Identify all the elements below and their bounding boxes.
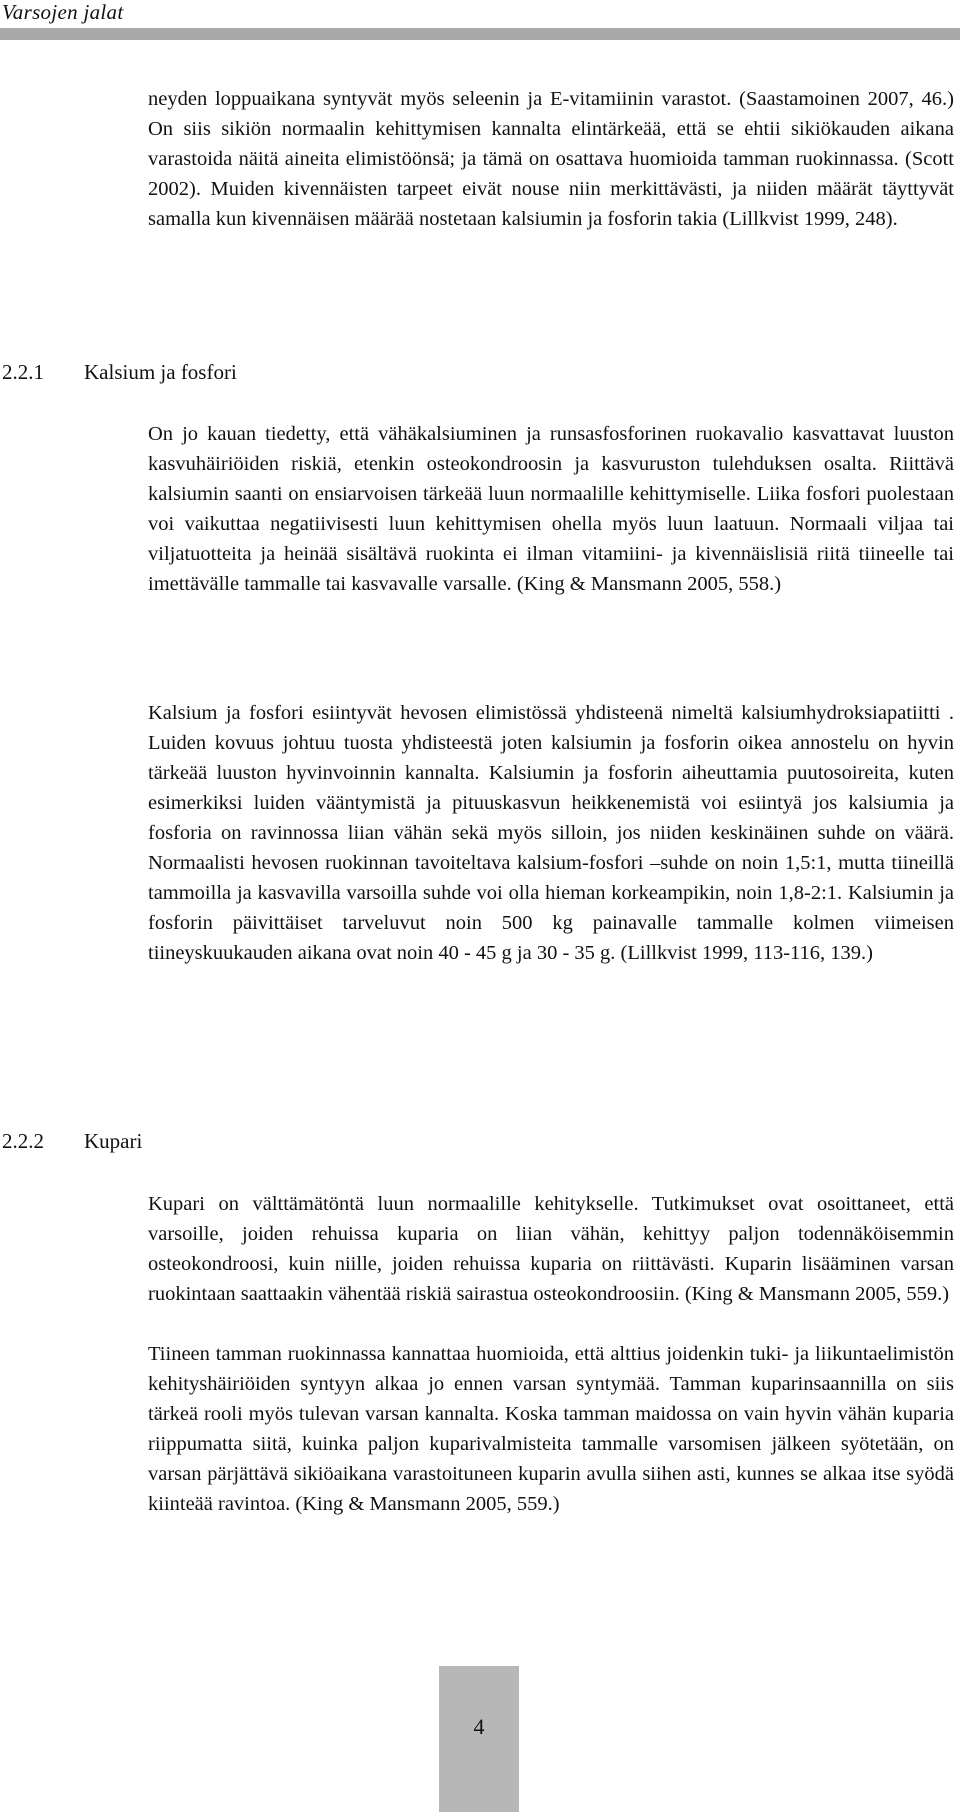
running-header-title: Varsojen jalat: [2, 0, 124, 24]
page-number: 4: [473, 1714, 485, 1739]
paragraph-5: Tiineen tamman ruokinnassa kannattaa huomioida, että alttius joidenkin tuki- ja liikuntaelimistön kehityshäiriöiden syntyyn alkaa jo ennen varsan syntymää. Tamman kuparinsaannilla on siis tärkeä rooli myös tulevan varsan kannalta. Koska tamman maidossa on vain hyvin vähän kuparia riippumatta siitä, kuinka paljon kuparivalmisteita tammalle varsomisen jälkeen syötetään, on varsan pärjättävä sikiöaikana varastoituneen kuparin avulla siihen asti, kunnes se alkaa itse syödä kiinteää ravintoa. (King & Mansmann 2005, 559.): [148, 1343, 954, 1515]
section-number: 2.2.1: [2, 360, 44, 384]
section-heading-kupari: [2, 1129, 142, 1154]
paragraph-1: neyden loppuaikana syntyvät myös seleenin ja E-vitamiinin varastot. (Saastamoinen 2007, 46.) On siis sikiön normaalin kehittymisen kannalta elintärkeää, että se ehtii sikiökauden aikana varastoida näitä aineita elimistöönsä; ja tämä on osattava huomioida tamman ruokinnassa. (Scott 2002). Muiden kivennäisten tarpeet eivät nouse niin merkittävästi, ja niiden määrät täyttyvät samalla kun kivennäisen määrää nostetaan kalsiumin ja fosforin takia (Lillkvist 1999, 248).: [148, 88, 954, 230]
paragraph-4: Kupari on välttämätöntä luun normaalille kehitykselle. Tutkimukset ovat osoittaneet, että varsoille, joiden rehuissa kuparia on liian vähän, kehittyy paljon todennäköisemmin osteokondroosi, kuin niille, joiden rehuissa kuparia on riittävästi. Kuparin lisääminen varsan ruokintaan saattaakin vähentää riskiä sairastua osteokondroosiin. (King & Mansmann 2005, 559.): [148, 1193, 954, 1305]
paragraph-2: On jo kauan tiedetty, että vähäkalsiuminen ja runsasfosforinen ruokavalio kasvattavat luuston kasvuhäiriöiden riskiä, etenkin osteokondroosin ja kasvuruston tulehduksen osalta. Riittävä kalsiumin saanti on ensiarvoisen tärkeää luun normaalille kehittymiselle. Liika fosfori puolestaan voi vaikuttaa negatiivisesti luun kehittymisen ohella myös luun laatuun. Normaali viljaa tai viljatuotteita ja heinää sisältävä ruokinta ei ilman vitamiini- ja kivennäislisiä riitä tiineelle tai imettävälle tammalle tai kasvavalle varsalle. (King & Mansmann 2005, 558.): [148, 423, 954, 595]
page-number-box: [439, 1666, 519, 1812]
section-title: Kupari: [84, 1129, 143, 1153]
section-number: 2.2.2: [2, 1129, 44, 1153]
paragraph-3: Kalsium ja fosfori esiintyvät hevosen elimistössä yhdisteenä nimeltä kalsiumhydroksiapatiitti . Luiden kovuus johtuu tuosta yhdisteestä joten kalsiumin ja fosforin oikea annostelu on hyvin tärkeää luuston hyvinvoinnin kannalta. Kalsiumin ja fosforin aiheuttamia puutosoireita, kuten esimerkiksi luiden vääntymistä ja pituuskasvun heikkenemistä voi esiintyä jos kalsiumia ja fosforia on ravinnossa liian vähän sekä myös silloin, jos niiden keskinäinen suhde on väärä. Normaalisti hevosen ruokinnan tavoiteltava kalsium-fosfori –suhde on noin 1,5:1, mutta tiineillä tammoilla ja kasvavilla varsoilla suhde voi olla hieman korkeampikin, noin 1,8-2:1. Kalsiumin ja fosforin päivittäiset tarveluvut noin 500 kg painavalle tammalle kolmen viimeisen tiineyskuukauden aikana ovat noin 40 - 45 g ja 30 - 35 g. (Lillkvist 1999, 113-116, 139.): [148, 702, 954, 964]
section-heading-kalsium: [2, 360, 237, 385]
section-title: Kalsium ja fosfori: [84, 360, 237, 384]
header-rule: [0, 28, 960, 40]
